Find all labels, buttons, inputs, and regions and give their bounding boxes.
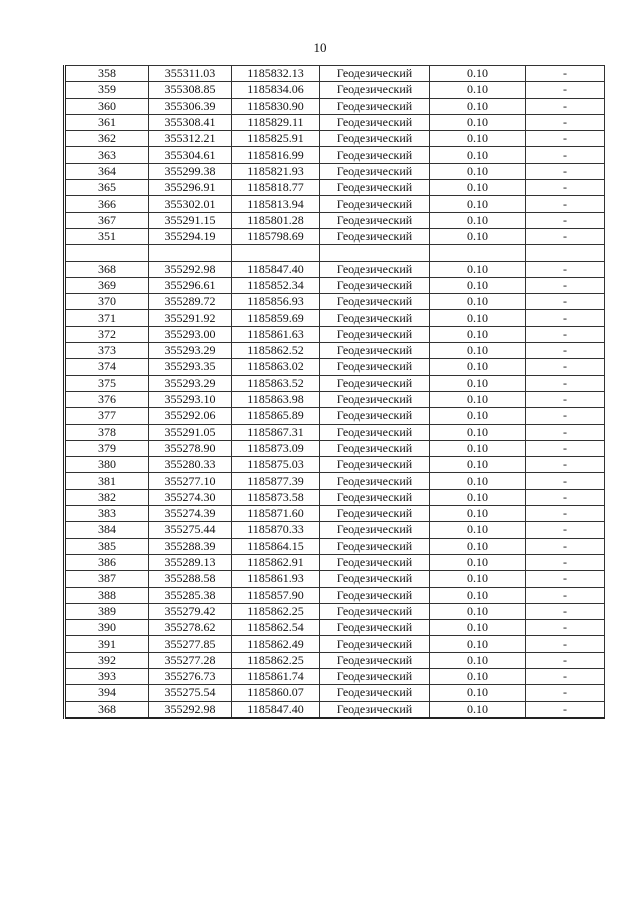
cell-point-number: 384: [65, 522, 149, 538]
cell-method: Геодезический: [320, 538, 430, 554]
cell-coord-y: 1185829.11: [232, 114, 320, 130]
cell-point-number: 359: [65, 82, 149, 98]
cell-note: -: [526, 457, 605, 473]
cell-method: Геодезический: [320, 587, 430, 603]
cell-method: Геодезический: [320, 375, 430, 391]
table-row: [65, 391, 605, 407]
page-number: 10: [313, 40, 327, 55]
cell-point-number: 367: [65, 212, 149, 228]
cell-accuracy: 0.10: [430, 457, 526, 473]
cell-coord-x: 355285.38: [149, 587, 232, 603]
cell-note: -: [526, 326, 605, 342]
cell-point-number: 391: [65, 636, 149, 652]
cell-method: Геодезический: [320, 228, 430, 244]
cell-coord-x: 355288.58: [149, 571, 232, 587]
cell-note: -: [526, 228, 605, 244]
cell-method: Геодезический: [320, 277, 430, 293]
cell-accuracy: 0.10: [430, 408, 526, 424]
cell-point-number: 368: [65, 261, 149, 277]
cell-accuracy: 0.10: [430, 277, 526, 293]
table-row: [65, 457, 605, 473]
cell-note: -: [526, 603, 605, 619]
cell-coord-x: 355280.33: [149, 457, 232, 473]
cell-coord-x: 355296.91: [149, 180, 232, 196]
cell-method: Геодезический: [320, 473, 430, 489]
cell-coord-x: 355275.44: [149, 522, 232, 538]
cell-coord-x: 355293.00: [149, 326, 232, 342]
cell-note: -: [526, 408, 605, 424]
cell-coord-y: 1185861.74: [232, 668, 320, 684]
cell-coord-x: 355292.98: [149, 701, 232, 718]
cell-coord-x: 355302.01: [149, 196, 232, 212]
table-row: [65, 408, 605, 424]
cell-point-number: 394: [65, 685, 149, 701]
cell-method: Геодезический: [320, 261, 430, 277]
cell-coord-y: 1185862.91: [232, 554, 320, 570]
cell-note: -: [526, 571, 605, 587]
cell-point-number: 390: [65, 620, 149, 636]
cell-method: Геодезический: [320, 310, 430, 326]
cell-coord-x: 355279.42: [149, 603, 232, 619]
cell-point-number: 366: [65, 196, 149, 212]
cell-point-number: 392: [65, 652, 149, 668]
cell-method: Геодезический: [320, 506, 430, 522]
cell-note: -: [526, 261, 605, 277]
cell-method: Геодезический: [320, 180, 430, 196]
cell-coord-x: 355312.21: [149, 131, 232, 147]
cell-coord-x: 355274.30: [149, 489, 232, 505]
cell-note: -: [526, 212, 605, 228]
table-row: [65, 196, 605, 212]
cell-accuracy: 0.10: [430, 587, 526, 603]
cell-accuracy: 0.10: [430, 440, 526, 456]
cell-coord-x: 355293.10: [149, 391, 232, 407]
table-row: [65, 620, 605, 636]
cell-accuracy: 0.10: [430, 636, 526, 652]
cell-accuracy: 0.10: [430, 603, 526, 619]
cell-accuracy: 0.10: [430, 228, 526, 244]
table-row: [65, 98, 605, 114]
cell-note: -: [526, 131, 605, 147]
cell-note: -: [526, 310, 605, 326]
cell-method: Геодезический: [320, 408, 430, 424]
cell-coord-x: 355277.10: [149, 473, 232, 489]
cell-coord-x: 355299.38: [149, 163, 232, 179]
cell-coord-x: 355277.85: [149, 636, 232, 652]
cell-coord-y: 1185863.02: [232, 359, 320, 375]
cell-accuracy: 0.10: [430, 489, 526, 505]
cell-point-number: 383: [65, 506, 149, 522]
cell-coord-y: 1185860.07: [232, 685, 320, 701]
cell-point-number: 389: [65, 603, 149, 619]
table-row: [65, 424, 605, 440]
cell-accuracy: 0.10: [430, 359, 526, 375]
cell-note: -: [526, 701, 605, 718]
table-row: [65, 326, 605, 342]
cell-coord-x: 355292.06: [149, 408, 232, 424]
cell-method: Геодезический: [320, 571, 430, 587]
cell-point-number: 360: [65, 98, 149, 114]
cell-coord-y: 1185847.40: [232, 701, 320, 718]
cell-point-number: 381: [65, 473, 149, 489]
table-row: [65, 538, 605, 554]
cell-coord-x: 355288.39: [149, 538, 232, 554]
cell-method: Геодезический: [320, 652, 430, 668]
cell-coord-x: 355274.39: [149, 506, 232, 522]
table-row: [65, 180, 605, 196]
cell-method: Геодезический: [320, 424, 430, 440]
table-row: [65, 636, 605, 652]
cell-coord-y: 1185821.93: [232, 163, 320, 179]
cell-point-number: 387: [65, 571, 149, 587]
table-row: [65, 245, 605, 261]
cell-coord-y: 1185830.90: [232, 98, 320, 114]
cell-accuracy: 0.10: [430, 506, 526, 522]
cell-coord-x: 355294.19: [149, 228, 232, 244]
cell-coord-y: 1185857.90: [232, 587, 320, 603]
cell-point-number: 363: [65, 147, 149, 163]
cell-point-number: 382: [65, 489, 149, 505]
cell-point-number: [65, 245, 149, 261]
cell-accuracy: 0.10: [430, 701, 526, 718]
cell-coord-y: 1185832.13: [232, 66, 320, 82]
cell-coord-y: 1185798.69: [232, 228, 320, 244]
table-row: [65, 506, 605, 522]
cell-note: -: [526, 98, 605, 114]
cell-note: -: [526, 489, 605, 505]
cell-coord-y: 1185801.28: [232, 212, 320, 228]
cell-coord-x: [149, 245, 232, 261]
cell-method: Геодезический: [320, 359, 430, 375]
cell-accuracy: 0.10: [430, 668, 526, 684]
cell-accuracy: 0.10: [430, 343, 526, 359]
cell-coord-x: 355293.29: [149, 343, 232, 359]
cell-method: Геодезический: [320, 98, 430, 114]
cell-coord-y: 1185825.91: [232, 131, 320, 147]
cell-point-number: 361: [65, 114, 149, 130]
cell-coord-y: 1185862.49: [232, 636, 320, 652]
cell-accuracy: 0.10: [430, 326, 526, 342]
cell-method: Геодезический: [320, 522, 430, 538]
cell-coord-y: 1185856.93: [232, 294, 320, 310]
cell-point-number: 379: [65, 440, 149, 456]
cell-method: Геодезический: [320, 114, 430, 130]
table-row: [65, 163, 605, 179]
cell-coord-y: 1185859.69: [232, 310, 320, 326]
cell-coord-y: 1185861.93: [232, 571, 320, 587]
cell-note: -: [526, 652, 605, 668]
cell-coord-x: 355308.85: [149, 82, 232, 98]
cell-method: Геодезический: [320, 147, 430, 163]
cell-coord-y: 1185865.89: [232, 408, 320, 424]
cell-method: Геодезический: [320, 326, 430, 342]
cell-coord-y: 1185816.99: [232, 147, 320, 163]
cell-coord-y: 1185862.54: [232, 620, 320, 636]
cell-point-number: 370: [65, 294, 149, 310]
table-row: [65, 147, 605, 163]
cell-point-number: 365: [65, 180, 149, 196]
cell-point-number: 378: [65, 424, 149, 440]
cell-coord-y: 1185861.63: [232, 326, 320, 342]
table-row: [65, 228, 605, 244]
cell-method: Геодезический: [320, 489, 430, 505]
cell-point-number: 351: [65, 228, 149, 244]
cell-method: Геодезический: [320, 66, 430, 82]
cell-method: Геодезический: [320, 603, 430, 619]
cell-note: -: [526, 359, 605, 375]
cell-note: [526, 245, 605, 261]
cell-accuracy: 0.10: [430, 147, 526, 163]
cell-method: Геодезический: [320, 636, 430, 652]
cell-note: -: [526, 114, 605, 130]
cell-note: -: [526, 522, 605, 538]
cell-method: Геодезический: [320, 212, 430, 228]
cell-accuracy: 0.10: [430, 652, 526, 668]
cell-coord-y: 1185875.03: [232, 457, 320, 473]
cell-coord-x: 355275.54: [149, 685, 232, 701]
table-body: [65, 66, 605, 718]
cell-note: -: [526, 587, 605, 603]
cell-coord-y: [232, 245, 320, 261]
cell-coord-y: 1185870.33: [232, 522, 320, 538]
cell-accuracy: 0.10: [430, 212, 526, 228]
cell-note: -: [526, 82, 605, 98]
cell-note: -: [526, 424, 605, 440]
cell-coord-x: 355293.35: [149, 359, 232, 375]
cell-accuracy: 0.10: [430, 685, 526, 701]
table-row: [65, 375, 605, 391]
cell-accuracy: 0.10: [430, 554, 526, 570]
cell-point-number: 393: [65, 668, 149, 684]
table-row: [65, 522, 605, 538]
cell-note: -: [526, 685, 605, 701]
cell-method: Геодезический: [320, 196, 430, 212]
cell-accuracy: 0.10: [430, 375, 526, 391]
table-row: [65, 587, 605, 603]
table-row: [65, 261, 605, 277]
cell-point-number: 369: [65, 277, 149, 293]
cell-method: Геодезический: [320, 620, 430, 636]
table-row: [65, 66, 605, 82]
table-row: [65, 685, 605, 701]
cell-method: Геодезический: [320, 668, 430, 684]
cell-accuracy: 0.10: [430, 66, 526, 82]
cell-accuracy: 0.10: [430, 424, 526, 440]
cell-method: Геодезический: [320, 701, 430, 718]
cell-point-number: 368: [65, 701, 149, 718]
cell-accuracy: 0.10: [430, 180, 526, 196]
cell-note: -: [526, 506, 605, 522]
cell-accuracy: 0.10: [430, 538, 526, 554]
cell-accuracy: 0.10: [430, 294, 526, 310]
cell-coord-y: 1185877.39: [232, 473, 320, 489]
cell-coord-y: 1185862.25: [232, 652, 320, 668]
cell-accuracy: 0.10: [430, 620, 526, 636]
cell-method: [320, 245, 430, 261]
cell-coord-x: 355278.62: [149, 620, 232, 636]
cell-note: -: [526, 180, 605, 196]
cell-coord-x: 355293.29: [149, 375, 232, 391]
cell-point-number: 374: [65, 359, 149, 375]
cell-coord-y: 1185873.09: [232, 440, 320, 456]
cell-accuracy: 0.10: [430, 98, 526, 114]
cell-accuracy: 0.10: [430, 131, 526, 147]
cell-coord-y: 1185863.52: [232, 375, 320, 391]
cell-coord-y: 1185813.94: [232, 196, 320, 212]
cell-coord-y: 1185834.06: [232, 82, 320, 98]
cell-accuracy: 0.10: [430, 163, 526, 179]
cell-method: Геодезический: [320, 343, 430, 359]
table-row: [65, 343, 605, 359]
cell-method: Геодезический: [320, 554, 430, 570]
cell-point-number: 376: [65, 391, 149, 407]
cell-note: -: [526, 636, 605, 652]
table-row: [65, 131, 605, 147]
cell-note: -: [526, 196, 605, 212]
table-row: [65, 212, 605, 228]
cell-point-number: 385: [65, 538, 149, 554]
cell-point-number: 372: [65, 326, 149, 342]
cell-note: -: [526, 668, 605, 684]
cell-note: -: [526, 343, 605, 359]
cell-note: -: [526, 294, 605, 310]
cell-note: -: [526, 440, 605, 456]
cell-coord-y: 1185818.77: [232, 180, 320, 196]
cell-coord-x: 355291.05: [149, 424, 232, 440]
cell-accuracy: 0.10: [430, 473, 526, 489]
cell-note: -: [526, 620, 605, 636]
cell-coord-x: 355291.92: [149, 310, 232, 326]
cell-note: -: [526, 163, 605, 179]
cell-coord-x: 355277.28: [149, 652, 232, 668]
cell-coord-y: 1185862.25: [232, 603, 320, 619]
table-row: [65, 554, 605, 570]
cell-point-number: 386: [65, 554, 149, 570]
cell-coord-y: 1185867.31: [232, 424, 320, 440]
cell-coord-x: 355311.03: [149, 66, 232, 82]
cell-coord-y: 1185847.40: [232, 261, 320, 277]
cell-coord-y: 1185864.15: [232, 538, 320, 554]
cell-point-number: 364: [65, 163, 149, 179]
table-row: [65, 701, 605, 718]
cell-coord-x: 355291.15: [149, 212, 232, 228]
table-row: [65, 489, 605, 505]
cell-coord-x: 355292.98: [149, 261, 232, 277]
cell-accuracy: 0.10: [430, 310, 526, 326]
cell-point-number: 380: [65, 457, 149, 473]
cell-accuracy: 0.10: [430, 82, 526, 98]
cell-note: -: [526, 147, 605, 163]
cell-accuracy: 0.10: [430, 522, 526, 538]
cell-point-number: 375: [65, 375, 149, 391]
table-row: [65, 440, 605, 456]
cell-method: Геодезический: [320, 391, 430, 407]
cell-note: -: [526, 375, 605, 391]
cell-accuracy: 0.10: [430, 391, 526, 407]
table-row: [65, 82, 605, 98]
cell-point-number: 373: [65, 343, 149, 359]
cell-note: -: [526, 391, 605, 407]
cell-method: Геодезический: [320, 131, 430, 147]
cell-coord-y: 1185852.34: [232, 277, 320, 293]
table-row: [65, 571, 605, 587]
cell-accuracy: 0.10: [430, 196, 526, 212]
cell-point-number: 358: [65, 66, 149, 82]
cell-point-number: 388: [65, 587, 149, 603]
cell-method: Геодезический: [320, 457, 430, 473]
cell-coord-x: 355308.41: [149, 114, 232, 130]
table-row: [65, 114, 605, 130]
cell-coord-x: 355296.61: [149, 277, 232, 293]
table-row: [65, 603, 605, 619]
cell-note: -: [526, 538, 605, 554]
table-row: [65, 277, 605, 293]
cell-coord-x: 355306.39: [149, 98, 232, 114]
cell-method: Геодезический: [320, 82, 430, 98]
cell-point-number: 362: [65, 131, 149, 147]
cell-method: Геодезический: [320, 163, 430, 179]
cell-accuracy: 0.10: [430, 261, 526, 277]
table-row: [65, 359, 605, 375]
cell-coord-y: 1185871.60: [232, 506, 320, 522]
cell-method: Геодезический: [320, 440, 430, 456]
cell-note: -: [526, 66, 605, 82]
cell-coord-x: 355276.73: [149, 668, 232, 684]
cell-coord-y: 1185873.58: [232, 489, 320, 505]
cell-coord-y: 1185863.98: [232, 391, 320, 407]
cell-note: -: [526, 473, 605, 489]
cell-coord-x: 355289.72: [149, 294, 232, 310]
cell-point-number: 377: [65, 408, 149, 424]
cell-coord-y: 1185862.52: [232, 343, 320, 359]
cell-method: Геодезический: [320, 294, 430, 310]
cell-accuracy: 0.10: [430, 114, 526, 130]
table-row: [65, 652, 605, 668]
cell-note: -: [526, 277, 605, 293]
cell-point-number: 371: [65, 310, 149, 326]
table-row: [65, 294, 605, 310]
cell-accuracy: 0.10: [430, 571, 526, 587]
cell-coord-x: 355278.90: [149, 440, 232, 456]
table-row: [65, 473, 605, 489]
cell-coord-x: 355304.61: [149, 147, 232, 163]
cell-note: -: [526, 554, 605, 570]
coordinates-table: [63, 65, 605, 719]
cell-accuracy: [430, 245, 526, 261]
table-row: [65, 668, 605, 684]
cell-coord-x: 355289.13: [149, 554, 232, 570]
cell-method: Геодезический: [320, 685, 430, 701]
table-row: [65, 310, 605, 326]
